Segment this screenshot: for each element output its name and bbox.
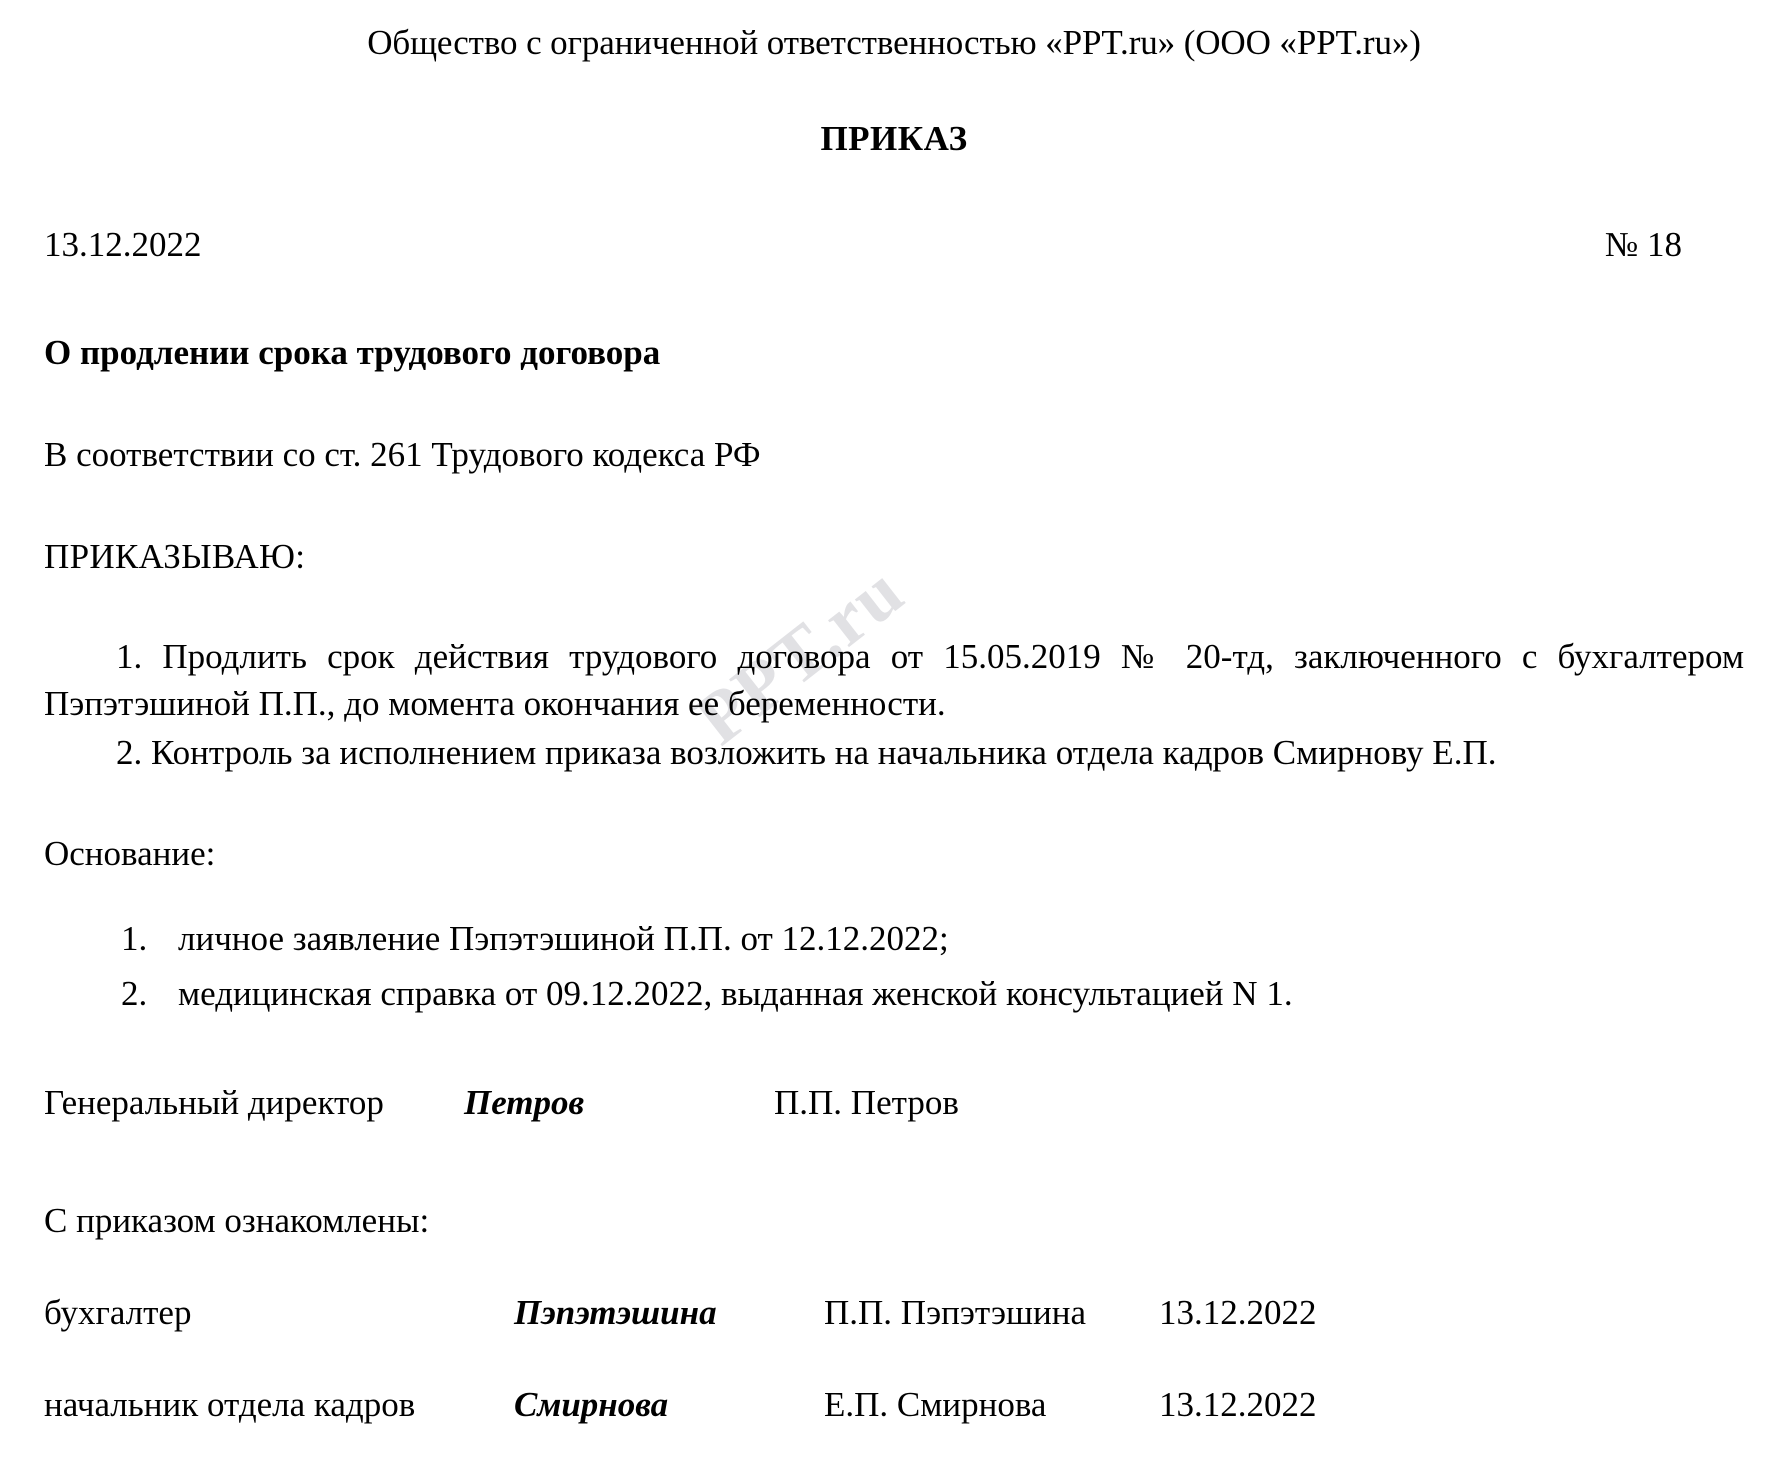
acknowledgement-row xyxy=(44,1385,1744,1425)
director-signature-mark: Петров xyxy=(464,1082,585,1122)
list-item: 1. личное заявление Пэпэтэшиной П.П. от 12.12.2022; xyxy=(156,912,1744,966)
document-date: 13.12.2022 xyxy=(44,224,202,264)
document-subject: О продлении срока трудового договора xyxy=(44,332,661,372)
acknowledger-post: начальник отдела кадров xyxy=(44,1384,416,1424)
acknowledger-date: 13.12.2022 xyxy=(1159,1384,1317,1424)
organization-header: Общество с ограниченной ответственностью «PPT.ru» (ООО «PPT.ru») xyxy=(367,23,1421,62)
acknowledger-signature-mark: Смирнова xyxy=(514,1384,669,1424)
acknowledger-post: бухгалтер xyxy=(44,1292,192,1332)
document-number: № 18 xyxy=(1604,224,1682,264)
clause-item-1: 1. Продлить срок действия трудового договора от 15.05.2019 № 20-тд, заключенного с бухгалтером Пэпэтэшиной П.П., до момента окончания ее беременности. xyxy=(44,636,1744,723)
acknowledger-decoded-name: Е.П. Смирнова xyxy=(824,1384,1047,1424)
document-meta-row xyxy=(44,225,1744,265)
document-title: ПРИКАЗ xyxy=(820,118,968,158)
ppt-ru-watermark: PPT.ru xyxy=(680,549,920,761)
clause-item-2: 2. Контроль за исполнением приказа возложить на начальника отдела кадров Смирнову Е.П. xyxy=(116,733,1497,772)
director-post: Генеральный директор xyxy=(44,1082,384,1122)
basis-list xyxy=(44,912,1744,1021)
acknowledgement-label: С приказом ознакомлены: xyxy=(44,1200,430,1240)
acknowledger-decoded-name: П.П. Пэпэтэшина xyxy=(824,1292,1086,1332)
acknowledgement-row xyxy=(44,1293,1744,1333)
order-keyword: ПРИКАЗЫВАЮ: xyxy=(44,536,306,576)
list-item: 2. медицинская справка от 09.12.2022, выданная женской консультацией N 1. xyxy=(156,967,1744,1021)
director-decoded-name: П.П. Петров xyxy=(774,1082,959,1122)
acknowledger-date: 13.12.2022 xyxy=(1159,1292,1317,1332)
clause-block xyxy=(44,633,1744,777)
basis-label: Основание: xyxy=(44,834,216,874)
director-signature-row xyxy=(44,1083,1744,1123)
acknowledger-signature-mark: Пэпэтэшина xyxy=(514,1292,717,1332)
legal-basis-intro: В соответствии со ст. 261 Трудового кодекса РФ xyxy=(44,434,761,474)
document-content xyxy=(44,0,1744,1425)
